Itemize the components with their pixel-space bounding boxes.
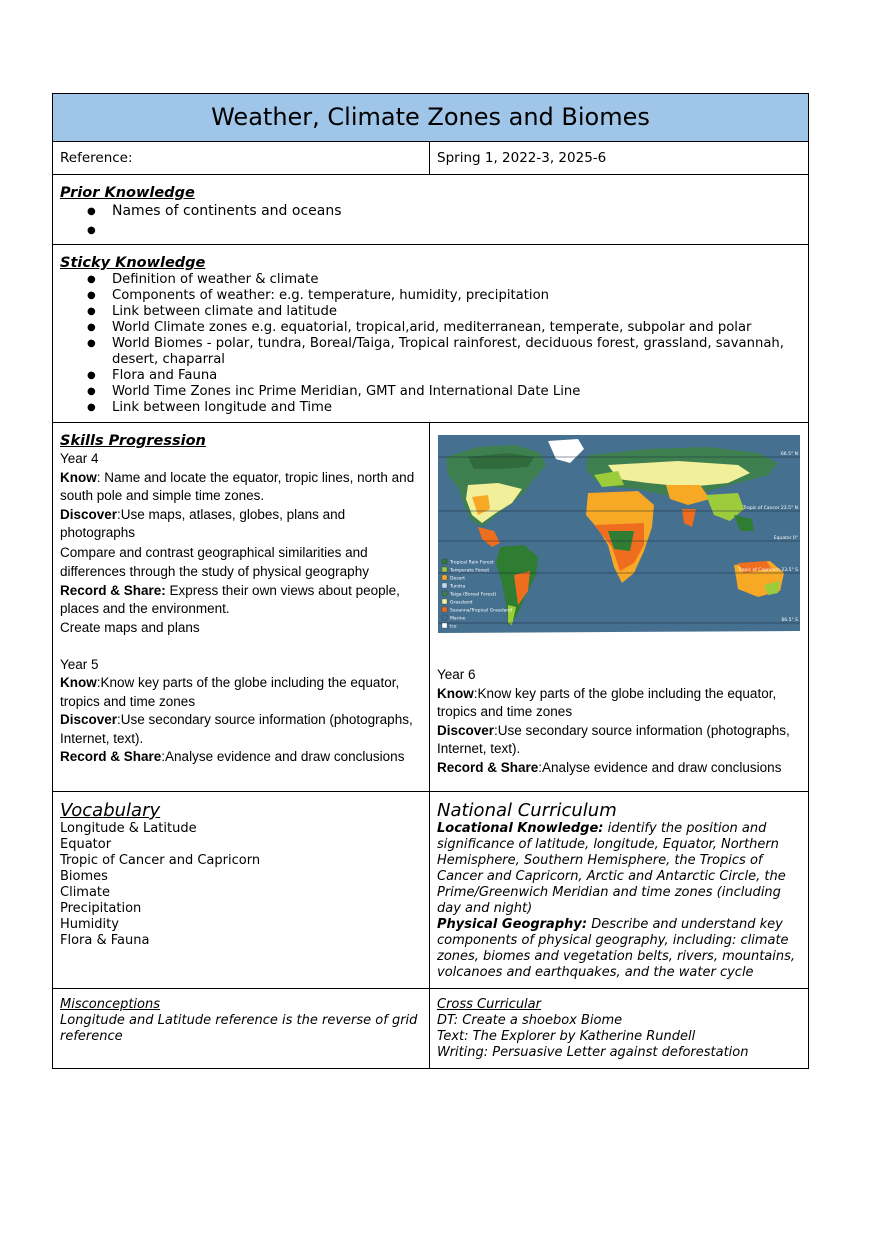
year4-know: Know: Name and locate the equator, tropic lines, north and south pole and simple time zones.	[60, 469, 415, 503]
sticky-knowledge-list	[60, 272, 801, 416]
legend-swatch	[442, 599, 447, 604]
legend-label: Tundra	[450, 584, 466, 590]
plan-table	[52, 93, 809, 1069]
legend-swatch	[442, 575, 447, 580]
national-curriculum-heading: National Curriculum	[437, 800, 617, 821]
legend-label: Desert	[450, 576, 465, 582]
locational-knowledge: Locational Knowledge: identify the position and significance of latitude, longitude, Equator, Northern Hemisphere, Southern Hemisphere, the Tropics of Cancer and Capricorn, Arctic and Antarctic Circle, the Prime/Greenwich Meridian and time zones (including day and night)	[437, 821, 786, 916]
year5-record: Record & Share:Analyse evidence and draw conclusions	[60, 749, 405, 764]
legend-label: Ice	[450, 624, 457, 630]
reference-value: Spring 1, 2022-3, 2025-6	[430, 142, 809, 175]
prior-knowledge-list	[60, 202, 801, 221]
misconceptions-cell	[53, 989, 430, 1069]
vocabulary-list	[60, 821, 422, 949]
year6-block	[430, 640, 808, 777]
sticky-knowledge-section	[53, 245, 809, 423]
list-item: Flora & Fauna	[60, 933, 150, 948]
cross-curricular-cell	[430, 989, 809, 1069]
national-curriculum-cell	[430, 792, 809, 989]
legend-swatch	[442, 567, 447, 572]
skills-heading: Skills Progression	[60, 433, 206, 449]
list-item: DT: Create a shoebox Biome	[437, 1013, 623, 1028]
list-item: Precipitation	[60, 901, 142, 916]
list-item: Equator	[60, 837, 112, 852]
vocabulary-heading: Vocabulary	[60, 800, 161, 821]
skills-right-cell	[430, 423, 809, 792]
list-item: Tropic of Cancer and Capricorn	[60, 853, 261, 868]
map-line-label: Tropic of Capricorn 23.5° S	[737, 568, 798, 573]
page-title: Weather, Climate Zones and Biomes	[53, 94, 809, 142]
list-item: Humidity	[60, 917, 119, 932]
prior-knowledge-heading: Prior Knowledge	[60, 185, 195, 201]
sticky-knowledge-heading: Sticky Knowledge	[60, 255, 206, 271]
legend-swatch	[442, 615, 447, 620]
list-item: ● Components of weather: e.g. temperature, humidity, precipitation	[112, 288, 801, 304]
year5-know: Know:Know key parts of the globe including the equator, tropics and time zones	[60, 675, 400, 709]
list-item: Longitude & Latitude	[60, 821, 197, 836]
vocabulary-cell	[53, 792, 430, 989]
legend-label: Temperate Forest	[450, 568, 490, 574]
legend-label: Tropical Rain Forest	[450, 560, 494, 566]
map-line-label: 66.5° S	[781, 618, 798, 623]
legend-label: Savanna/Tropical Grassland	[450, 608, 513, 614]
list-item: Text: The Explorer by Katherine Rundell	[437, 1029, 696, 1044]
legend-swatch	[442, 591, 447, 596]
legend-swatch	[442, 583, 447, 588]
list-item: Writing: Persuasive Letter against deforestation	[437, 1045, 749, 1060]
year4-discover: Discover:Use maps, atlases, globes, plans and photographs	[60, 506, 346, 540]
year4-record: Record & Share: Express their own views about people, places and the environment.	[60, 582, 400, 616]
plan-document	[52, 93, 808, 1069]
reference-label: Reference:	[53, 142, 430, 175]
list-item: ● Definition of weather & climate	[112, 272, 801, 288]
misconceptions-text: Longitude and Latitude reference is the reverse of grid reference	[60, 1013, 418, 1044]
legend-swatch	[442, 559, 447, 564]
year4-label: Year 4	[60, 451, 99, 466]
list-item: ● Flora and Fauna	[112, 368, 801, 384]
map-line-label: Tropic of Cancer 23.5° N	[743, 506, 798, 511]
year4-create: Create maps and plans	[60, 619, 200, 635]
skills-left-cell	[53, 423, 430, 792]
world-biomes-map-image	[438, 435, 800, 640]
list-item: ● Link between climate and latitude	[112, 304, 801, 320]
list-item: ● Names of continents and oceans	[112, 202, 801, 221]
legend-label: Grassland	[450, 600, 473, 606]
physical-geography: Physical Geography: Describe and understand key components of physical geography, including: climate zones, biomes and vegetation belts, rivers, mountains, volcanoes and earthquakes, and the water cycle	[437, 917, 796, 980]
year6-record: Record & Share:Analyse evidence and draw conclusions	[437, 759, 782, 775]
list-item: ● World Biomes - polar, tundra, Boreal/Taiga, Tropical rainforest, deciduous forest, grassland, savannah, desert, chaparral	[112, 336, 801, 368]
legend-swatch	[442, 623, 447, 628]
list-item: Climate	[60, 885, 111, 900]
world-biomes-map	[438, 435, 800, 640]
legend-swatch	[442, 607, 447, 612]
legend-label: Taiga (Boreal Forest)	[450, 592, 497, 598]
list-item: ● World Climate zones e.g. equatorial, tropical,arid, mediterranean, temperate, subpolar and polar	[112, 320, 801, 336]
prior-knowledge-section	[53, 175, 809, 245]
list-item: ● World Time Zones inc Prime Meridian, GMT and International Date Line	[112, 384, 801, 400]
year6-label: Year 6	[437, 667, 476, 682]
year6-discover: Discover:Use secondary source information (photographs, Internet, text).	[437, 722, 790, 756]
list-item: ● Link between longitude and Time	[112, 400, 801, 416]
map-line-label: 66.5° N	[780, 452, 798, 457]
year5-label: Year 5	[60, 656, 99, 672]
map-line-label: Equator 0°	[773, 536, 798, 541]
cross-curricular-heading: Cross Curricular	[437, 997, 541, 1012]
year5-discover: Discover:Use secondary source information (photographs, Internet, text).	[60, 712, 413, 746]
year4-compare: Compare and contrast geographical similarities and differences through the study of physical geography	[60, 544, 369, 579]
year6-know: Know:Know key parts of the globe including the equator, tropics and time zones	[437, 685, 777, 719]
misconceptions-heading: Misconceptions	[60, 997, 161, 1012]
list-item: Biomes	[60, 869, 108, 884]
legend-label: Marine	[450, 616, 466, 622]
